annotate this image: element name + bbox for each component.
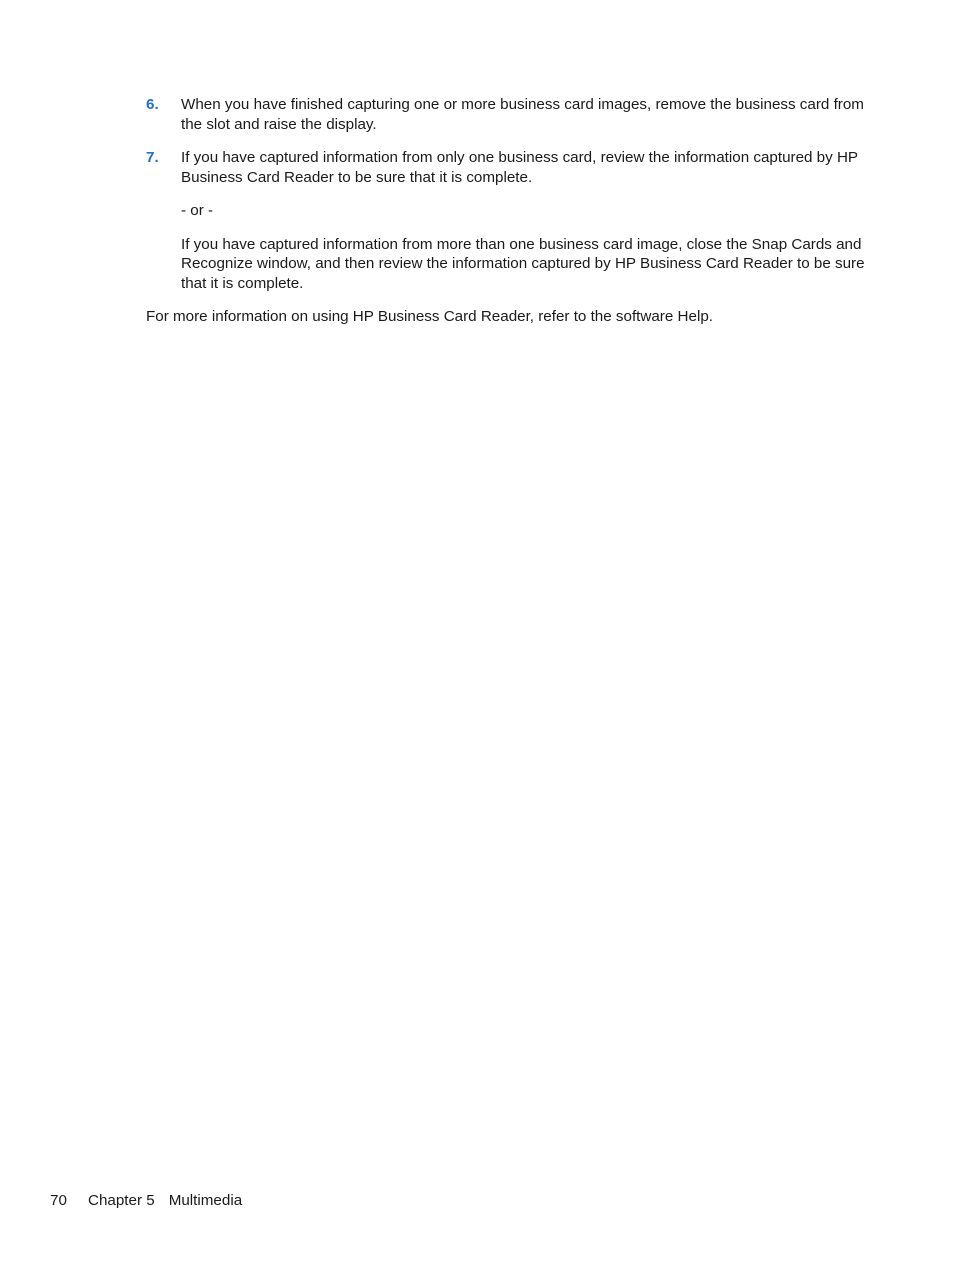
page-content — [146, 95, 876, 327]
section-label: Multimedia — [168, 1192, 243, 1209]
step-number: 6. — [146, 96, 159, 113]
step-6 — [146, 95, 876, 134]
step-text: If you have captured information from only one business card, review the information captured by HP Business Card Reader to be sure that it is complete. — [181, 149, 858, 186]
step-number: 7. — [146, 149, 159, 166]
more-info-paragraph: For more information on using HP Business Card Reader, refer to the software Help. — [146, 308, 713, 325]
or-separator: - or - — [181, 202, 214, 219]
page-number: 70 — [50, 1192, 67, 1209]
step-text: When you have finished capturing one or more business card images, remove the business card from the slot and raise the display. — [181, 96, 864, 133]
step-7 — [146, 148, 876, 187]
alternative-instruction: If you have captured information from more than one business card image, close the Snap Cards and Recognize window, and then review the information captured by HP Business Card Reader to be sure that it is complete. — [181, 235, 865, 292]
chapter-label: Chapter 5 — [88, 1192, 155, 1209]
page-footer — [50, 1191, 242, 1211]
